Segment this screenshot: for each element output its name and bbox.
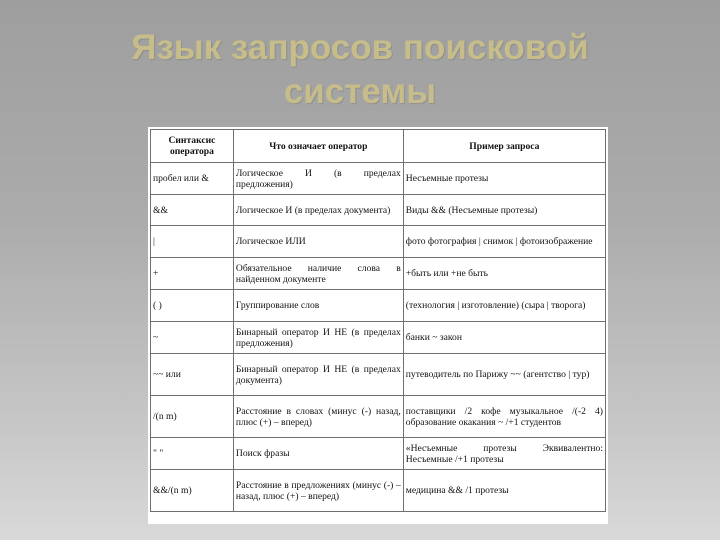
operator-table bbox=[150, 129, 606, 512]
cell-meaning: Расстояние в словах (минус (-) назад, плюс (+) – вперед) bbox=[233, 396, 403, 438]
cell-syntax: && bbox=[151, 195, 234, 226]
header-meaning: Что означает оператор bbox=[233, 130, 403, 163]
cell-example: путеводитель по Парижу ~~ (агентство | тур) bbox=[403, 354, 605, 396]
table-header-row bbox=[151, 130, 606, 163]
cell-syntax: /(n m) bbox=[151, 396, 234, 438]
table-row bbox=[151, 290, 606, 322]
header-example: Пример запроса bbox=[403, 130, 605, 163]
cell-example: (технология | изготовление) (сыра | творога) bbox=[403, 290, 605, 322]
header-syntax: Синтаксис оператора bbox=[151, 130, 234, 163]
cell-meaning: Логическое И (в пределах документа) bbox=[233, 195, 403, 226]
cell-syntax: ~~ или bbox=[151, 354, 234, 396]
cell-syntax: " " bbox=[151, 438, 234, 470]
cell-example: «Несъемные протезы Эквивалентно: Несъемные /+1 протезы bbox=[403, 438, 605, 470]
operator-table-image bbox=[148, 127, 608, 524]
cell-example: банки ~ закон bbox=[403, 322, 605, 354]
cell-meaning: Группирование слов bbox=[233, 290, 403, 322]
table-row bbox=[151, 258, 606, 290]
cell-meaning: Бинарный оператор И НЕ (в пределах предложения) bbox=[233, 322, 403, 354]
table-row bbox=[151, 226, 606, 258]
slide-title-line-2: системы bbox=[283, 72, 437, 111]
table-row bbox=[151, 322, 606, 354]
slide-title bbox=[0, 26, 720, 114]
cell-syntax: &&/(n m) bbox=[151, 470, 234, 512]
table-row bbox=[151, 470, 606, 512]
cell-meaning: Поиск фразы bbox=[233, 438, 403, 470]
cell-syntax: пробел или & bbox=[151, 163, 234, 195]
cell-example: поставщики /2 кофе музыкальное /(-2 4) образование окакания ~ /+1 студентов bbox=[403, 396, 605, 438]
table-row bbox=[151, 195, 606, 226]
cell-syntax: | bbox=[151, 226, 234, 258]
cell-example: Несъемные протезы bbox=[403, 163, 605, 195]
cell-example: медицина && /1 протезы bbox=[403, 470, 605, 512]
table-row bbox=[151, 354, 606, 396]
cell-syntax: + bbox=[151, 258, 234, 290]
cell-example: +быть или +не быть bbox=[403, 258, 605, 290]
table-row bbox=[151, 438, 606, 470]
cell-meaning: Обязательное наличие слова в найденном документе bbox=[233, 258, 403, 290]
cell-syntax: ~ bbox=[151, 322, 234, 354]
table-row bbox=[151, 396, 606, 438]
cell-meaning: Расстояние в предложениях (минус (-) – назад, плюс (+) – вперед) bbox=[233, 470, 403, 512]
cell-meaning: Бинарный оператор И НЕ (в пределах документа) bbox=[233, 354, 403, 396]
cell-syntax: ( ) bbox=[151, 290, 234, 322]
table-row bbox=[151, 163, 606, 195]
cell-meaning: Логическое ИЛИ bbox=[233, 226, 403, 258]
slide-title-line-1: Язык запросов поисковой bbox=[131, 28, 589, 67]
cell-example: Виды && (Несъемные протезы) bbox=[403, 195, 605, 226]
cell-example: фото фотография | снимок | фотоизображение bbox=[403, 226, 605, 258]
cell-meaning: Логическое И (в пределах предложения) bbox=[233, 163, 403, 195]
